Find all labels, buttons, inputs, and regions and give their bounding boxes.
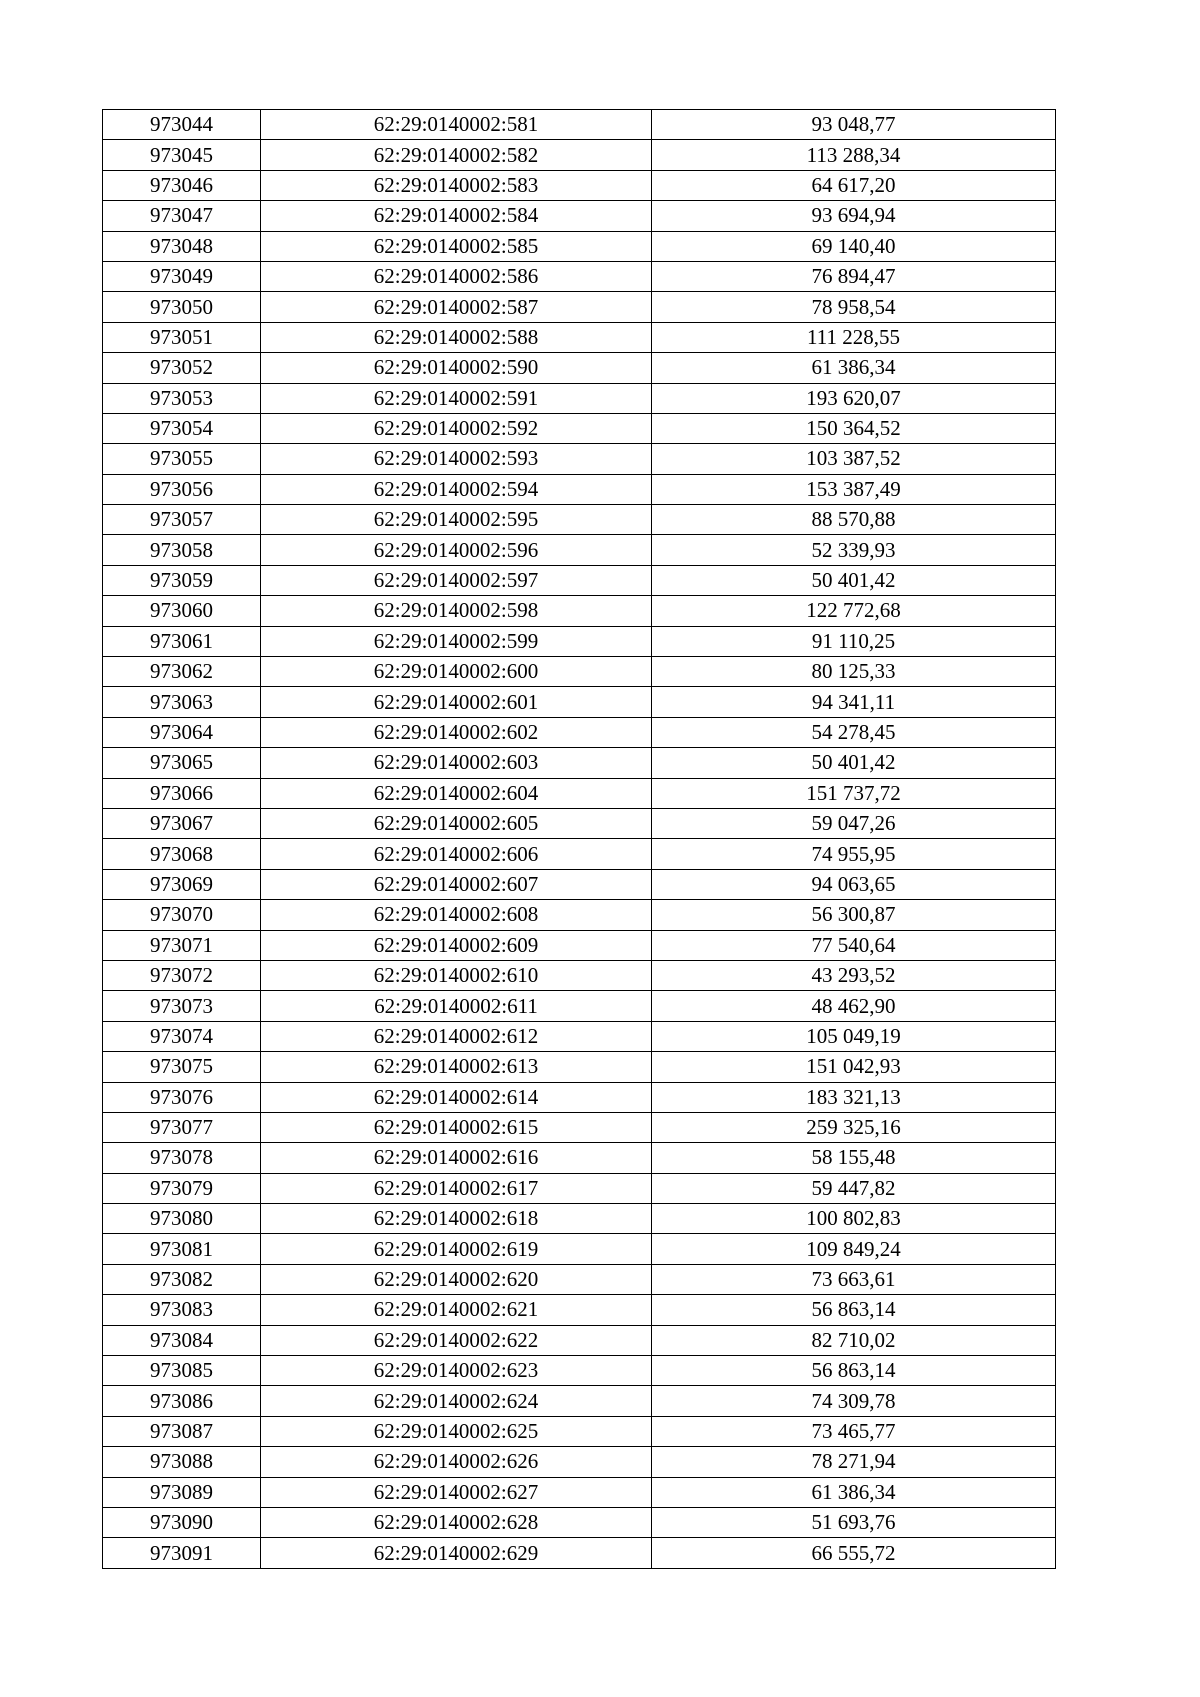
value-cell: 91 110,25 (652, 626, 1056, 656)
value-cell: 183 321,13 (652, 1082, 1056, 1112)
row-number-cell: 973078 (103, 1143, 261, 1173)
value-cell: 76 894,47 (652, 261, 1056, 291)
table-row (103, 1264, 1056, 1294)
table-row (103, 1143, 1056, 1173)
table-row (103, 717, 1056, 747)
cadastral-number-cell: 62:29:0140002:627 (261, 1477, 652, 1507)
cadastral-number-cell: 62:29:0140002:590 (261, 353, 652, 383)
cadastral-number-cell: 62:29:0140002:613 (261, 1052, 652, 1082)
table-row (103, 1173, 1056, 1203)
cadastral-number-cell: 62:29:0140002:594 (261, 474, 652, 504)
row-number-cell: 973087 (103, 1416, 261, 1446)
table-row (103, 535, 1056, 565)
row-number-cell: 973064 (103, 717, 261, 747)
value-cell: 51 693,76 (652, 1507, 1056, 1537)
value-cell: 73 465,77 (652, 1416, 1056, 1446)
cadastral-number-cell: 62:29:0140002:606 (261, 839, 652, 869)
table-row (103, 900, 1056, 930)
cadastral-number-cell: 62:29:0140002:601 (261, 687, 652, 717)
row-number-cell: 973057 (103, 505, 261, 535)
table-row (103, 505, 1056, 535)
value-cell: 59 047,26 (652, 808, 1056, 838)
row-number-cell: 973084 (103, 1325, 261, 1355)
value-cell: 64 617,20 (652, 170, 1056, 200)
cadastral-number-cell: 62:29:0140002:614 (261, 1082, 652, 1112)
table-row (103, 201, 1056, 231)
cadastral-number-cell: 62:29:0140002:623 (261, 1356, 652, 1386)
row-number-cell: 973062 (103, 657, 261, 687)
row-number-cell: 973080 (103, 1204, 261, 1234)
cadastral-number-cell: 62:29:0140002:591 (261, 383, 652, 413)
cadastral-number-cell: 62:29:0140002:584 (261, 201, 652, 231)
cadastral-number-cell: 62:29:0140002:611 (261, 991, 652, 1021)
row-number-cell: 973053 (103, 383, 261, 413)
value-cell: 66 555,72 (652, 1538, 1056, 1568)
table-row (103, 808, 1056, 838)
value-cell: 105 049,19 (652, 1021, 1056, 1051)
table-row (103, 1082, 1056, 1112)
value-cell: 56 863,14 (652, 1295, 1056, 1325)
table-row (103, 1416, 1056, 1446)
row-number-cell: 973076 (103, 1082, 261, 1112)
value-cell: 50 401,42 (652, 565, 1056, 595)
row-number-cell: 973049 (103, 261, 261, 291)
row-number-cell: 973069 (103, 869, 261, 899)
cadastral-number-cell: 62:29:0140002:587 (261, 292, 652, 322)
cadastral-number-cell: 62:29:0140002:624 (261, 1386, 652, 1416)
cadastral-number-cell: 62:29:0140002:620 (261, 1264, 652, 1294)
row-number-cell: 973085 (103, 1356, 261, 1386)
cadastral-number-cell: 62:29:0140002:605 (261, 808, 652, 838)
cadastral-number-cell: 62:29:0140002:612 (261, 1021, 652, 1051)
cadastral-number-cell: 62:29:0140002:621 (261, 1295, 652, 1325)
cadastral-number-cell: 62:29:0140002:615 (261, 1112, 652, 1142)
cadastral-number-cell: 62:29:0140002:596 (261, 535, 652, 565)
table-row (103, 1447, 1056, 1477)
value-cell: 78 958,54 (652, 292, 1056, 322)
table-row (103, 1295, 1056, 1325)
value-cell: 93 694,94 (652, 201, 1056, 231)
row-number-cell: 973052 (103, 353, 261, 383)
row-number-cell: 973086 (103, 1386, 261, 1416)
table-row (103, 930, 1056, 960)
row-number-cell: 973051 (103, 322, 261, 352)
value-cell: 43 293,52 (652, 960, 1056, 990)
value-cell: 61 386,34 (652, 1477, 1056, 1507)
table-row (103, 1234, 1056, 1264)
value-cell: 52 339,93 (652, 535, 1056, 565)
table-row (103, 170, 1056, 200)
row-number-cell: 973082 (103, 1264, 261, 1294)
table-row (103, 596, 1056, 626)
row-number-cell: 973060 (103, 596, 261, 626)
table-row (103, 413, 1056, 443)
table-row (103, 1538, 1056, 1568)
row-number-cell: 973083 (103, 1295, 261, 1325)
row-number-cell: 973045 (103, 140, 261, 170)
value-cell: 80 125,33 (652, 657, 1056, 687)
value-cell: 56 863,14 (652, 1356, 1056, 1386)
cadastral-number-cell: 62:29:0140002:602 (261, 717, 652, 747)
row-number-cell: 973075 (103, 1052, 261, 1082)
table-row (103, 626, 1056, 656)
cadastral-number-cell: 62:29:0140002:581 (261, 110, 652, 140)
table-row (103, 474, 1056, 504)
table-row (103, 1386, 1056, 1416)
row-number-cell: 973079 (103, 1173, 261, 1203)
row-number-cell: 973061 (103, 626, 261, 656)
value-cell: 153 387,49 (652, 474, 1056, 504)
table-row (103, 1477, 1056, 1507)
cadastral-number-cell: 62:29:0140002:610 (261, 960, 652, 990)
value-cell: 113 288,34 (652, 140, 1056, 170)
table-row (103, 1021, 1056, 1051)
value-cell: 50 401,42 (652, 748, 1056, 778)
cadastral-number-cell: 62:29:0140002:618 (261, 1204, 652, 1234)
value-cell: 82 710,02 (652, 1325, 1056, 1355)
table-row (103, 1356, 1056, 1386)
cadastral-number-cell: 62:29:0140002:604 (261, 778, 652, 808)
table-row (103, 687, 1056, 717)
table-row (103, 1507, 1056, 1537)
table-row (103, 1204, 1056, 1234)
cadastral-number-cell: 62:29:0140002:585 (261, 231, 652, 261)
value-cell: 151 042,93 (652, 1052, 1056, 1082)
row-number-cell: 973072 (103, 960, 261, 990)
value-cell: 73 663,61 (652, 1264, 1056, 1294)
row-number-cell: 973073 (103, 991, 261, 1021)
table-row (103, 1112, 1056, 1142)
table-row (103, 292, 1056, 322)
cadastral-number-cell: 62:29:0140002:586 (261, 261, 652, 291)
row-number-cell: 973058 (103, 535, 261, 565)
row-number-cell: 973056 (103, 474, 261, 504)
row-number-cell: 973091 (103, 1538, 261, 1568)
table-row (103, 1325, 1056, 1355)
value-cell: 94 341,11 (652, 687, 1056, 717)
value-cell: 259 325,16 (652, 1112, 1056, 1142)
value-cell: 48 462,90 (652, 991, 1056, 1021)
cadastral-number-cell: 62:29:0140002:592 (261, 413, 652, 443)
table-row (103, 231, 1056, 261)
cadastral-number-cell: 62:29:0140002:609 (261, 930, 652, 960)
table-row (103, 110, 1056, 140)
cadastral-number-cell: 62:29:0140002:607 (261, 869, 652, 899)
table-body (103, 110, 1056, 1569)
value-cell: 193 620,07 (652, 383, 1056, 413)
value-cell: 54 278,45 (652, 717, 1056, 747)
table-row (103, 140, 1056, 170)
table-row (103, 748, 1056, 778)
value-cell: 122 772,68 (652, 596, 1056, 626)
row-number-cell: 973048 (103, 231, 261, 261)
row-number-cell: 973088 (103, 1447, 261, 1477)
value-cell: 56 300,87 (652, 900, 1056, 930)
table-row (103, 322, 1056, 352)
cadastral-number-cell: 62:29:0140002:617 (261, 1173, 652, 1203)
row-number-cell: 973074 (103, 1021, 261, 1051)
value-cell: 88 570,88 (652, 505, 1056, 535)
row-number-cell: 973081 (103, 1234, 261, 1264)
cadastral-number-cell: 62:29:0140002:608 (261, 900, 652, 930)
cadastral-number-cell: 62:29:0140002:593 (261, 444, 652, 474)
cadastral-number-cell: 62:29:0140002:616 (261, 1143, 652, 1173)
cadastral-value-table (102, 109, 1056, 1569)
value-cell: 103 387,52 (652, 444, 1056, 474)
table-row (103, 353, 1056, 383)
cadastral-number-cell: 62:29:0140002:600 (261, 657, 652, 687)
row-number-cell: 973090 (103, 1507, 261, 1537)
value-cell: 94 063,65 (652, 869, 1056, 899)
value-cell: 74 955,95 (652, 839, 1056, 869)
cadastral-number-cell: 62:29:0140002:603 (261, 748, 652, 778)
row-number-cell: 973054 (103, 413, 261, 443)
row-number-cell: 973059 (103, 565, 261, 595)
value-cell: 93 048,77 (652, 110, 1056, 140)
cadastral-number-cell: 62:29:0140002:598 (261, 596, 652, 626)
row-number-cell: 973068 (103, 839, 261, 869)
cadastral-number-cell: 62:29:0140002:582 (261, 140, 652, 170)
row-number-cell: 973066 (103, 778, 261, 808)
row-number-cell: 973077 (103, 1112, 261, 1142)
cadastral-number-cell: 62:29:0140002:626 (261, 1447, 652, 1477)
row-number-cell: 973070 (103, 900, 261, 930)
row-number-cell: 973071 (103, 930, 261, 960)
cadastral-number-cell: 62:29:0140002:583 (261, 170, 652, 200)
value-cell: 74 309,78 (652, 1386, 1056, 1416)
row-number-cell: 973065 (103, 748, 261, 778)
table-row (103, 839, 1056, 869)
table-row (103, 778, 1056, 808)
value-cell: 58 155,48 (652, 1143, 1056, 1173)
value-cell: 59 447,82 (652, 1173, 1056, 1203)
table-row (103, 565, 1056, 595)
row-number-cell: 973067 (103, 808, 261, 838)
cadastral-number-cell: 62:29:0140002:597 (261, 565, 652, 595)
document-page (102, 109, 1056, 1569)
row-number-cell: 973047 (103, 201, 261, 231)
table-row (103, 657, 1056, 687)
value-cell: 111 228,55 (652, 322, 1056, 352)
cadastral-number-cell: 62:29:0140002:619 (261, 1234, 652, 1264)
table-row (103, 1052, 1056, 1082)
row-number-cell: 973063 (103, 687, 261, 717)
cadastral-number-cell: 62:29:0140002:628 (261, 1507, 652, 1537)
value-cell: 151 737,72 (652, 778, 1056, 808)
cadastral-number-cell: 62:29:0140002:595 (261, 505, 652, 535)
row-number-cell: 973055 (103, 444, 261, 474)
table-row (103, 991, 1056, 1021)
value-cell: 109 849,24 (652, 1234, 1056, 1264)
cadastral-number-cell: 62:29:0140002:622 (261, 1325, 652, 1355)
row-number-cell: 973046 (103, 170, 261, 200)
value-cell: 61 386,34 (652, 353, 1056, 383)
row-number-cell: 973089 (103, 1477, 261, 1507)
table-row (103, 869, 1056, 899)
row-number-cell: 973050 (103, 292, 261, 322)
cadastral-number-cell: 62:29:0140002:599 (261, 626, 652, 656)
cadastral-number-cell: 62:29:0140002:588 (261, 322, 652, 352)
table-row (103, 383, 1056, 413)
row-number-cell: 973044 (103, 110, 261, 140)
cadastral-number-cell: 62:29:0140002:629 (261, 1538, 652, 1568)
table-row (103, 444, 1056, 474)
table-row (103, 261, 1056, 291)
value-cell: 100 802,83 (652, 1204, 1056, 1234)
value-cell: 77 540,64 (652, 930, 1056, 960)
value-cell: 69 140,40 (652, 231, 1056, 261)
value-cell: 150 364,52 (652, 413, 1056, 443)
cadastral-number-cell: 62:29:0140002:625 (261, 1416, 652, 1446)
table-row (103, 960, 1056, 990)
value-cell: 78 271,94 (652, 1447, 1056, 1477)
